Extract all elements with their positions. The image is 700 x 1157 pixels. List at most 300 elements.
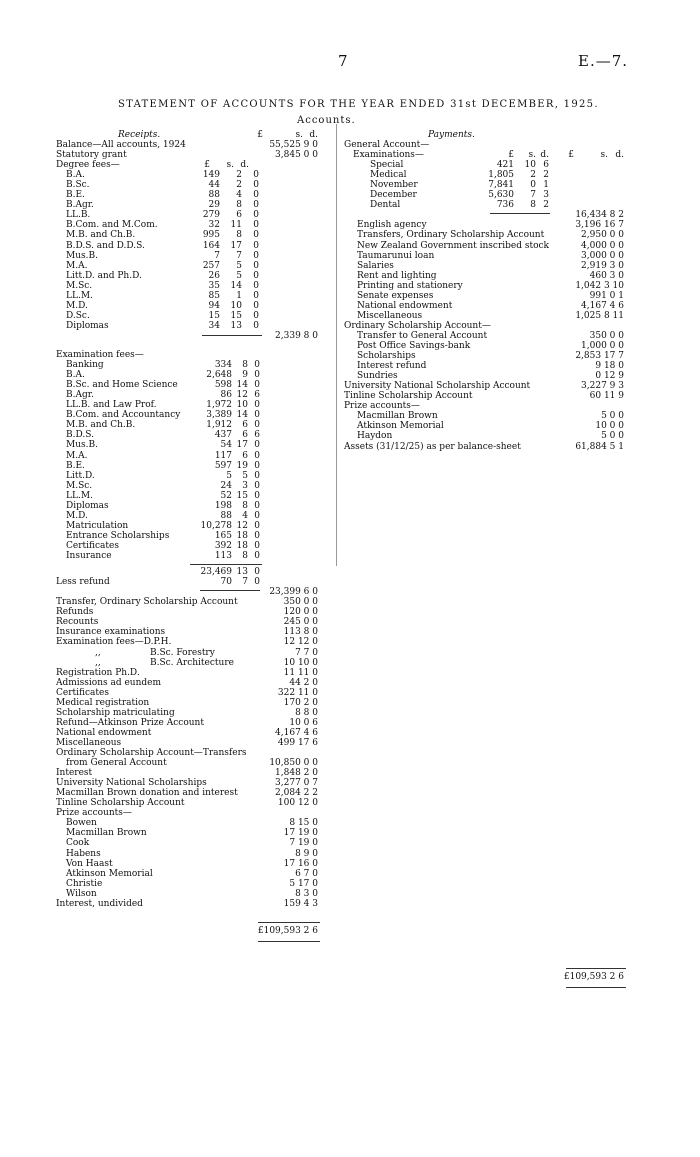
receipt-item-value: 7 19 0 (289, 838, 318, 849)
receipt-item-value: 3,277 0 7 (275, 778, 318, 789)
degree-fee-label: Diplomas (66, 320, 109, 331)
degree-fee-label: M.A. (66, 260, 88, 271)
exam-fee-pounds: 1,912 (206, 420, 232, 431)
exam-fee-pence: 0 (254, 360, 260, 371)
exam-fee-label: B.Com. and Accountancy (66, 410, 181, 421)
degree-fee-label: M.Sc. (66, 280, 93, 291)
exam-fee-shillings: 8 (242, 551, 248, 562)
exam-fee-pounds: 334 (214, 360, 232, 371)
degree-fee-shillings: 2 (236, 170, 242, 181)
exam-fee-pounds: 52 (220, 490, 232, 501)
receipt-item-label: Admissions ad eundem (56, 677, 162, 688)
refund-label: Less refund (56, 577, 110, 588)
exam-expense-shillings: 7 (530, 190, 536, 201)
exam-fee-pence: 0 (254, 520, 260, 531)
exam-fee-pounds: 54 (220, 440, 232, 451)
payment-item-label: University National Scholarship Account (344, 381, 531, 392)
degree-fee-pounds: 279 (202, 210, 220, 221)
payments-currency-pence: d. (615, 150, 624, 161)
receipts-grant-value: 3,845 0 0 (275, 150, 318, 161)
ordinary-item-label: Sundries (357, 371, 398, 382)
prize-item-value: 5 0 0 (601, 411, 624, 422)
receipt-item-label: Ordinary Scholarship Account—Transfers (56, 748, 247, 759)
receipt-item-label: Macmillan Brown (66, 828, 147, 839)
prize-item-label: Macmillan Brown (357, 411, 438, 422)
exam-fee-pence: 0 (254, 450, 260, 461)
receipt-item-value: 17 19 0 (283, 828, 318, 839)
refund-value-pounds: 70 (220, 577, 232, 588)
receipt-item-label: Certificates (56, 687, 109, 698)
degree-fee-shillings: 5 (236, 270, 242, 281)
ordinary-scholarship-label: Ordinary Scholarship Account— (344, 320, 491, 331)
ordinary-item-value: 1,000 0 0 (581, 341, 624, 351)
receipt-item-label: Bowen (66, 818, 97, 829)
receipts-balance-label: Balance—All accounts, 1924 (56, 140, 186, 150)
degree-fee-label: LL.B. (66, 210, 91, 221)
assets-value: 61,884 5 1 (575, 441, 624, 452)
exam-expense-pounds: 7,841 (488, 180, 514, 191)
ditto-mark: ,, (95, 657, 101, 668)
receipt-item-value: 4,167 4 6 (275, 727, 318, 738)
exam-fee-pence: 0 (254, 460, 260, 471)
exam-fee-shillings: 12 (236, 390, 248, 401)
degree-fees-currency-shillings: s. (226, 160, 234, 171)
statement-title: STATEMENT OF ACCOUNTS FOR THE YEAR ENDED 31st DECEMBER, 1925. (118, 99, 599, 110)
receipt-item-label: Refunds (56, 607, 94, 618)
degree-fee-pence: 0 (253, 310, 259, 321)
receipt-item-label: National endowment (56, 727, 152, 738)
receipt-item-label: Interest (56, 768, 93, 779)
general-item-label: New Zealand Government inscribed stock (357, 240, 549, 251)
degree-fee-label: B.Agr. (66, 200, 94, 211)
exam-fee-pounds: 24 (220, 480, 232, 491)
receipt-item-value: 17 16 0 (283, 858, 318, 869)
receipts-balance-value: 55,525 9 0 (269, 140, 318, 150)
receipt-item-label: Registration Ph.D. (56, 667, 140, 678)
degree-fee-label: B.Com. and M.Com. (66, 220, 158, 231)
exams-currency-pounds: £ (508, 150, 514, 161)
exam-fee-pounds: 10,278 (200, 520, 232, 531)
degree-fee-pence: 0 (253, 210, 259, 221)
exam-expense-pounds: 421 (496, 160, 514, 171)
degree-fee-label: Litt.D. and Ph.D. (66, 270, 142, 281)
exam-fees-subtotal-pence: 0 (254, 567, 260, 578)
degree-fee-pence: 0 (253, 170, 259, 181)
ordinary-item-label: Transfer to General Account (357, 330, 488, 341)
prize-accounts-label: Prize accounts— (344, 401, 420, 412)
exam-expense-label: Special (370, 160, 404, 171)
receipt-item-label: Transfer, Ordinary Scholarship Account (56, 597, 238, 608)
ordinary-item-label: Post Office Savings-bank (357, 341, 471, 351)
exam-net-total: 23,399 6 0 (269, 587, 318, 598)
receipt-item-label: Prize accounts— (56, 808, 132, 819)
degree-fee-label: D.Sc. (66, 310, 90, 321)
general-item-value: 2,950 0 0 (581, 230, 624, 241)
exam-fee-pence: 0 (254, 410, 260, 421)
receipt-item-label: Tinline Scholarship Account (56, 798, 185, 809)
degree-fee-shillings: 1 (236, 290, 242, 301)
exam-fee-shillings: 6 (242, 420, 248, 431)
general-item-value: 1,042 3 10 (575, 280, 624, 291)
degree-fee-pence: 0 (253, 300, 259, 311)
exam-fee-label: Litt.D. (66, 470, 95, 481)
exam-expense-pence: 6 (543, 160, 549, 171)
degree-fee-pence: 0 (253, 200, 259, 211)
degree-fee-shillings: 7 (236, 250, 242, 261)
receipt-item-value: 12 12 0 (283, 637, 318, 648)
exam-fee-pounds: 2,648 (206, 370, 232, 381)
degree-fee-pence: 0 (253, 180, 259, 191)
degree-fee-pounds: 34 (208, 320, 220, 331)
exams-total: 16,434 8 2 (575, 210, 624, 221)
receipt-item-value: 44 2 0 (289, 677, 318, 688)
exam-fee-pounds: 113 (214, 551, 232, 562)
exam-fee-pounds: 86 (220, 390, 232, 401)
degree-fee-label: B.Sc. (66, 180, 90, 191)
receipts-grand-total: £109,593 2 6 (257, 925, 318, 936)
exam-fees-subtotal-pounds: 23,469 (200, 567, 232, 578)
exam-fee-shillings: 12 (236, 520, 248, 531)
receipt-item-value: 1,848 2 0 (275, 768, 318, 779)
payments-heading: Payments. (428, 130, 475, 140)
exam-fee-pounds: 598 (214, 380, 232, 391)
exam-fee-pounds: 117 (214, 450, 232, 461)
receipt-item-label: Scholarship matriculating (56, 707, 175, 718)
exam-expense-shillings: 8 (530, 200, 536, 211)
exam-fee-label: Certificates (66, 540, 119, 551)
general-item-label: Printing and stationery (357, 280, 463, 291)
exam-expense-label: November (370, 180, 418, 191)
receipt-item-label: Wilson (66, 888, 97, 899)
degree-fee-pence: 0 (253, 320, 259, 331)
degree-fee-shillings: 15 (230, 310, 242, 321)
degree-fee-shillings: 5 (236, 260, 242, 271)
receipt-item-value: 8 9 0 (295, 848, 318, 859)
degree-fee-pounds: 32 (208, 220, 220, 231)
receipt-item-label: Christie (66, 878, 103, 889)
receipts-total-rule (258, 922, 320, 923)
exam-expense-shillings: 0 (530, 180, 536, 191)
payments-total-rule (566, 968, 626, 969)
receipt-item-value: 350 0 0 (283, 597, 318, 608)
receipt-item-value: 2,084 2 2 (275, 788, 318, 799)
receipt-item-label: Atkinson Memorial (66, 868, 153, 879)
exam-fee-shillings: 14 (236, 380, 248, 391)
exam-expense-shillings: 2 (530, 170, 536, 181)
prize-item-value: 5 0 0 (601, 431, 624, 442)
receipt-item-value: 499 17 6 (277, 737, 318, 748)
receipt-item-label: Medical registration (56, 697, 150, 708)
receipt-item-label: B.Sc. Architecture (150, 657, 234, 668)
ordinary-item-label: Interest refund (357, 361, 427, 372)
degree-fee-pence: 0 (253, 270, 259, 281)
degree-fee-pounds: 94 (208, 300, 220, 311)
exam-fee-pounds: 5 (226, 470, 232, 481)
degree-fee-shillings: 6 (236, 210, 242, 221)
general-item-label: Senate expenses (357, 290, 434, 301)
ditto-mark: ,, (95, 647, 101, 658)
degree-fee-pence: 0 (253, 230, 259, 241)
exam-fee-pence: 6 (254, 390, 260, 401)
exam-expense-pounds: 5,630 (488, 190, 514, 201)
degree-fees-currency-pounds: £ (204, 160, 210, 171)
general-item-value: 460 3 0 (589, 270, 624, 281)
general-item-label: Taumarunui loan (357, 250, 435, 261)
exam-fee-pounds: 165 (214, 530, 232, 541)
receipts-currency-pence: d. (309, 130, 318, 140)
receipt-item-value: 100 12 0 (277, 798, 318, 809)
exam-fee-shillings: 3 (242, 480, 248, 491)
receipts-currency-shillings: s. (295, 130, 303, 140)
receipt-item-value: 10 10 0 (283, 657, 318, 668)
degree-fee-label: LL.M. (66, 290, 93, 301)
assets-label: Assets (31/12/25) as per balance-sheet (344, 441, 521, 452)
degree-fee-pounds: 35 (208, 280, 220, 291)
exam-fee-pounds: 3,389 (206, 410, 232, 421)
exam-fee-label: Mus.B. (66, 440, 98, 451)
receipt-item-label: Examination fees—D.P.H. (56, 637, 172, 648)
exam-fee-shillings: 8 (242, 360, 248, 371)
prize-item-label: Atkinson Memorial (357, 421, 444, 432)
exam-fee-pounds: 437 (214, 430, 232, 441)
ordinary-item-value: 0 12 9 (595, 371, 624, 382)
exam-fee-pence: 0 (254, 510, 260, 521)
degree-fee-pounds: 995 (202, 230, 220, 241)
exam-fees-subtotal-shillings: 13 (236, 567, 248, 578)
exam-fee-pence: 0 (254, 500, 260, 511)
exam-fee-shillings: 18 (236, 540, 248, 551)
exam-expense-pounds: 1,805 (488, 170, 514, 181)
exam-fee-label: Matriculation (66, 520, 129, 531)
general-item-value: 4,167 4 6 (581, 300, 624, 311)
receipt-item-value: 11 11 0 (283, 667, 318, 678)
exam-fee-pence: 0 (254, 420, 260, 431)
refund-value-shillings: 7 (242, 577, 248, 588)
exam-fee-shillings: 14 (236, 410, 248, 421)
exam-fee-label: M.D. (66, 510, 88, 521)
receipt-item-label: Interest, undivided (56, 898, 143, 909)
degree-fees-label: Degree fees— (56, 160, 120, 171)
degree-fee-shillings: 10 (230, 300, 242, 311)
receipt-item-value: 8 15 0 (289, 818, 318, 829)
exam-fee-pence: 6 (254, 430, 260, 441)
exam-fee-pence: 0 (254, 380, 260, 391)
exam-fee-label: M.Sc. (66, 480, 93, 491)
exam-fee-pounds: 198 (214, 500, 232, 511)
exam-fee-label: M.B. and Ch.B. (66, 420, 136, 431)
general-item-value: 4,000 0 0 (581, 240, 624, 251)
receipt-item-value: 5 17 0 (289, 878, 318, 889)
degree-fees-total: 2,339 8 0 (275, 330, 318, 341)
degree-fee-pounds: 26 (208, 270, 220, 281)
receipts-total-underline (258, 941, 320, 942)
payments-currency-shillings: s. (600, 150, 608, 161)
exam-fee-label: Insurance (66, 551, 112, 562)
section-heading: Accounts. (297, 115, 356, 126)
receipt-item-label: Habens (66, 848, 101, 859)
degree-fee-pounds: 15 (208, 310, 220, 321)
exam-fee-label: B.Sc. and Home Science (66, 380, 178, 391)
exam-fee-shillings: 4 (242, 510, 248, 521)
general-item-label: National endowment (357, 300, 453, 311)
receipt-item-label: Recounts (56, 617, 99, 628)
degree-fee-shillings: 14 (230, 280, 242, 291)
receipt-item-value: 8 8 0 (295, 707, 318, 718)
exam-fee-pounds: 392 (214, 540, 232, 551)
exam-fee-shillings: 19 (236, 460, 248, 471)
ordinary-item-value: 2,853 17 7 (575, 351, 624, 362)
receipt-item-value: 322 11 0 (277, 687, 318, 698)
receipt-item-label: Cook (66, 838, 90, 849)
examinations-label: Examinations— (353, 150, 424, 161)
receipt-item-value: 113 8 0 (283, 627, 318, 638)
general-item-label: Salaries (357, 260, 394, 271)
degree-fees-currency-pence: d. (240, 160, 249, 171)
degree-fee-label: M.D. (66, 300, 88, 311)
exam-fees-label: Examination fees— (56, 350, 144, 361)
exam-fee-pounds: 597 (214, 460, 232, 471)
receipt-item-label: Insurance examinations (56, 627, 166, 638)
degree-fee-shillings: 8 (236, 230, 242, 241)
general-account-label: General Account— (344, 140, 430, 150)
exam-fee-label: M.A. (66, 450, 88, 461)
exam-fees-rule (190, 564, 262, 565)
degree-fee-pence: 0 (253, 240, 259, 251)
degree-fee-pounds: 44 (208, 180, 220, 191)
degree-fee-label: B.A. (66, 170, 85, 181)
exam-fee-label: B.Agr. (66, 390, 94, 401)
exam-expense-pence: 2 (543, 200, 549, 211)
exam-fee-pence: 0 (254, 440, 260, 451)
receipt-item-value: 159 4 3 (283, 898, 318, 909)
degree-fee-shillings: 17 (230, 240, 242, 251)
receipt-item-value: 120 0 0 (283, 607, 318, 618)
exam-fee-shillings: 6 (242, 430, 248, 441)
exam-expense-label: Medical (370, 170, 407, 181)
receipt-item-label: from General Account (66, 758, 167, 769)
exam-fee-label: B.A. (66, 370, 85, 381)
payments-currency-pounds: £ (568, 150, 574, 161)
exam-fee-label: B.D.S. (66, 430, 94, 441)
exam-fee-shillings: 10 (236, 400, 248, 411)
degree-fee-label: B.D.S. and D.D.S. (66, 240, 145, 251)
exam-fee-pence: 0 (254, 540, 260, 551)
general-item-label: English agency (357, 220, 427, 231)
receipt-item-value: 10,850 0 0 (269, 758, 318, 769)
exam-fee-shillings: 6 (242, 450, 248, 461)
exam-fee-shillings: 17 (236, 440, 248, 451)
exam-fee-shillings: 5 (242, 470, 248, 481)
degree-fee-pence: 0 (253, 250, 259, 261)
general-item-value: 991 0 1 (589, 290, 624, 301)
exam-fee-shillings: 18 (236, 530, 248, 541)
degree-fee-pence: 0 (253, 190, 259, 201)
exam-fee-shillings: 8 (242, 500, 248, 511)
degree-fee-shillings: 2 (236, 180, 242, 191)
degree-fee-pence: 0 (253, 260, 259, 271)
exam-fee-shillings: 9 (242, 370, 248, 381)
ordinary-item-value: 350 0 0 (589, 330, 624, 341)
refund-value-pence: 0 (254, 577, 260, 588)
degree-fee-label: B.E. (66, 190, 85, 201)
receipt-item-value: 245 0 0 (283, 617, 318, 628)
exams-currency-shillings: s. (528, 150, 536, 161)
ordinary-item-label: Scholarships (357, 351, 416, 362)
receipt-item-label: Macmillan Brown donation and interest (56, 788, 238, 799)
exam-expense-pence: 2 (543, 170, 549, 181)
receipts-grant-label: Statutory grant (56, 150, 127, 161)
receipt-item-label: Refund—Atkinson Prize Account (56, 717, 204, 728)
exam-fee-shillings: 15 (236, 490, 248, 501)
degree-fee-pounds: 149 (202, 170, 220, 181)
prize-item-label: Haydon (357, 431, 393, 442)
degree-fee-pounds: 88 (208, 190, 220, 201)
exam-fee-label: Entrance Scholarships (66, 530, 170, 541)
general-item-value: 1,025 8 11 (575, 310, 624, 321)
receipts-currency-pounds: £ (257, 130, 263, 140)
receipts-heading: Receipts. (118, 130, 161, 140)
exam-fee-pence: 0 (254, 370, 260, 381)
exam-fee-pence: 0 (254, 490, 260, 501)
exam-expense-shillings: 10 (524, 160, 536, 171)
degree-fee-pence: 0 (253, 220, 259, 231)
general-item-label: Miscellaneous (357, 310, 423, 321)
degree-fee-shillings: 8 (236, 200, 242, 211)
exam-expense-label: December (370, 190, 417, 201)
exam-fee-label: Diplomas (66, 500, 109, 511)
receipt-item-label: B.Sc. Forestry (150, 647, 215, 658)
exam-expense-label: Dental (370, 200, 401, 211)
exam-fee-pence: 0 (254, 400, 260, 411)
prize-item-value: 10 0 0 (595, 421, 624, 432)
exam-fee-pence: 0 (254, 551, 260, 562)
exams-currency-pence: d. (540, 150, 549, 161)
receipt-item-label: Miscellaneous (56, 737, 122, 748)
payment-item-value: 60 11 9 (589, 391, 624, 402)
exam-expense-pence: 3 (543, 190, 549, 201)
degree-fee-label: Mus.B. (66, 250, 98, 261)
payments-total-underline (566, 987, 626, 988)
degree-fee-label: M.B. and Ch.B. (66, 230, 136, 241)
payment-item-value: 3,227 9 3 (581, 381, 624, 392)
page-code: E.—7. (578, 52, 629, 70)
page-number: 7 (338, 52, 348, 70)
general-item-label: Rent and lighting (357, 270, 437, 281)
degree-fee-shillings: 13 (230, 320, 242, 331)
receipt-item-value: 8 3 0 (295, 888, 318, 899)
exam-fee-label: LL.B. and Law Prof. (66, 400, 157, 411)
receipt-item-value: 7 7 0 (295, 647, 318, 658)
exam-fee-label: B.E. (66, 460, 85, 471)
ordinary-item-value: 9 18 0 (595, 361, 624, 372)
degree-fee-pounds: 85 (208, 290, 220, 301)
general-item-value: 2,919 3 0 (581, 260, 624, 271)
exam-fee-pence: 0 (254, 480, 260, 491)
degree-fee-pence: 0 (253, 290, 259, 301)
exam-expense-pence: 1 (543, 180, 549, 191)
exam-fee-pounds: 88 (220, 510, 232, 521)
degree-fee-shillings: 4 (236, 190, 242, 201)
degree-fee-pounds: 7 (214, 250, 220, 261)
receipt-item-value: 170 2 0 (283, 697, 318, 708)
exam-fee-pounds: 1,972 (206, 400, 232, 411)
degree-fee-shillings: 11 (230, 220, 242, 231)
degree-fee-pence: 0 (253, 280, 259, 291)
payment-item-label: Tinline Scholarship Account (344, 391, 473, 402)
general-item-label: Transfers, Ordinary Scholarship Account (357, 230, 545, 241)
receipt-item-value: 10 0 6 (289, 717, 318, 728)
receipt-item-label: University National Scholarships (56, 778, 207, 789)
